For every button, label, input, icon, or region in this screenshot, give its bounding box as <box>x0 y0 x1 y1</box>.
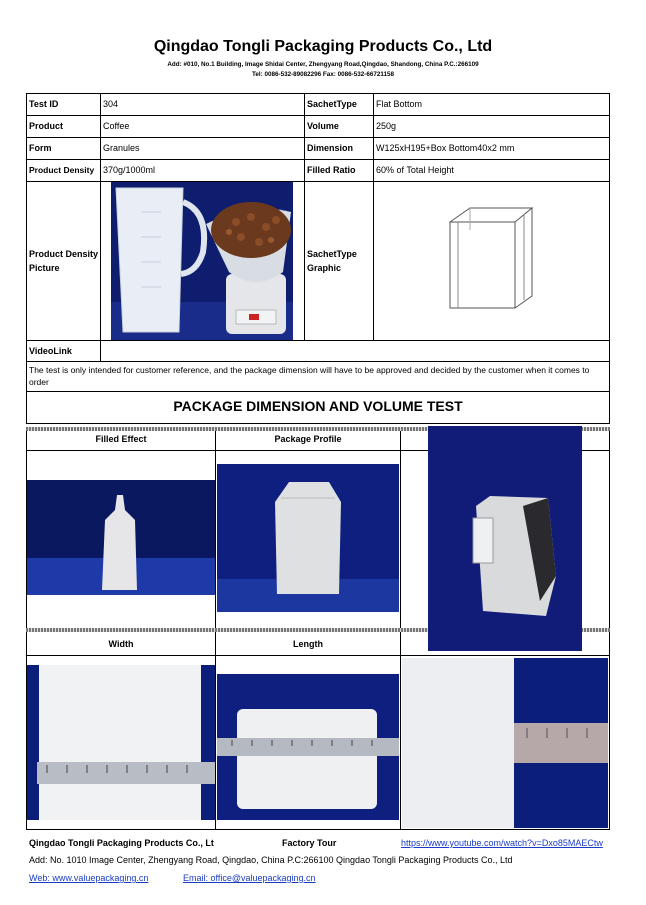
density-label: Product Density <box>29 165 95 175</box>
sachet-graphic-label: SachetType Graphic <box>307 249 357 273</box>
section-title: PACKAGE DIMENSION AND VOLUME TEST <box>173 398 463 414</box>
footer-company: Qingdao Tongli Packaging Products Co., Lt <box>29 838 214 848</box>
dimension-label: Dimension <box>307 143 354 153</box>
web-link[interactable]: Web: www.valuepackaging.cn <box>29 873 149 883</box>
package-profile-header: Package Profile <box>274 434 342 444</box>
company-title: Qingdao Tongli Packaging Products Co., Ltd <box>153 38 493 55</box>
factory-tour-label: Factory Tour <box>282 838 337 848</box>
sachet-type-value: Flat Bottom <box>376 99 423 109</box>
package-side-photo <box>428 426 582 651</box>
volume-label: Volume <box>307 121 339 131</box>
reference-note: The test is only intended for customer reference, and the package dimension will have to be approved and decided by the customer when it comes to order <box>29 365 590 387</box>
email-link[interactable]: Email: office@valuepackaging.cn <box>183 873 316 883</box>
width-photo <box>27 665 215 820</box>
company-contact: Tel: 0086-532-89082296 Fax: 0086-532-66721158 <box>251 71 395 78</box>
sachet-graphic <box>440 200 540 315</box>
product-value: Coffee <box>103 121 130 131</box>
density-value: 370g/1000ml <box>103 165 156 175</box>
volume-value: 250g <box>376 121 397 131</box>
footer-address: Add: No. 1010 Image Center, Zhengyang Road, Qingdao, China P.C:266100 Qingdao Tongli Packaging Products Co., Ltd <box>29 855 513 865</box>
dimension-value: W125xH195+Box Bottom40x2 mm <box>376 143 515 153</box>
density-photo <box>111 182 293 340</box>
sachet-type-label: SachetType <box>307 99 357 109</box>
filled-effect-header: Filled Effect <box>95 434 147 444</box>
videolink-value[interactable] <box>101 341 609 361</box>
factory-tour-link[interactable]: https://www.youtube.com/watch?v=Dxo85MAECtw <box>401 838 603 848</box>
density-picture-label: Product Density Picture <box>29 249 99 273</box>
form-label: Form <box>29 143 52 153</box>
form-value: Granules <box>103 143 140 153</box>
filled-effect-photo <box>27 480 215 595</box>
filled-ratio-value: 60% of Total Height <box>376 165 454 175</box>
company-address: Add: #010, No.1 Building, Image Shidai Center, Zhengyang Road,Qingdao, Shandong, China P.C.:266109 <box>167 61 479 68</box>
length-photo <box>217 674 399 820</box>
filled-ratio-label: Filled Ratio <box>307 165 356 175</box>
test-id-label: Test ID <box>29 99 59 109</box>
width-header: Width <box>108 639 134 649</box>
bottom-photo <box>402 658 608 828</box>
package-profile-photo <box>217 464 399 612</box>
videolink-label: VideoLink <box>29 345 72 356</box>
product-label: Product <box>29 121 64 131</box>
test-id-value: 304 <box>103 99 119 109</box>
length-header: Length <box>293 639 323 649</box>
